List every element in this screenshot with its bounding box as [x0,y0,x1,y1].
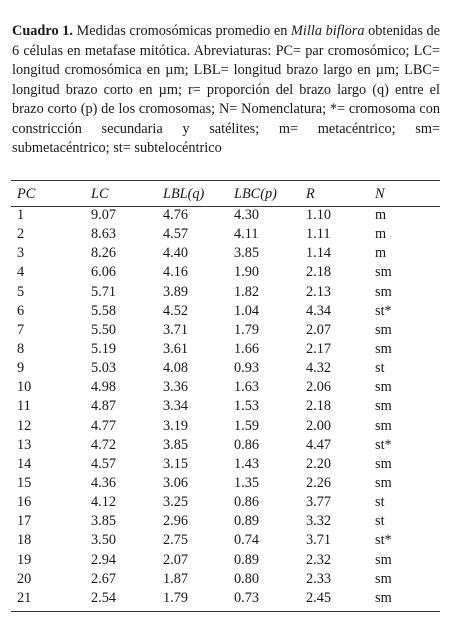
cell-r: 4.32 [306,360,332,377]
cell-lbl: 1.87 [163,570,189,587]
cell-lbc: 0.80 [234,570,260,587]
cell-lc: 6.06 [91,264,117,281]
table-row [11,244,440,263]
cell-lbl: 4.52 [163,302,189,319]
cell-lbc: 0.86 [234,494,260,511]
cell-lbc: 1.82 [234,283,260,300]
header-r: R [306,185,315,202]
cell-r: 4.47 [306,436,332,453]
cell-pc: 14 [17,455,32,472]
cell-lc: 5.58 [91,302,117,319]
cell-lbc: 1.66 [234,341,260,358]
cell-pc: 8 [17,341,25,358]
cell-lbl: 4.16 [163,264,189,281]
cell-n: st* [375,436,392,453]
table-row [11,531,440,550]
cell-lbc: 0.89 [234,551,260,568]
table-body [11,206,440,608]
cell-lc: 4.98 [91,379,117,396]
table-row [11,455,440,474]
cell-pc: 12 [17,417,32,434]
header-n: N [375,185,385,202]
cell-n: st [375,360,385,377]
table-row [11,474,440,493]
cell-pc: 4 [17,264,25,281]
cell-n: sm [375,321,392,338]
cell-r: 2.20 [306,455,332,472]
table-row [11,512,440,531]
table-caption [12,22,440,159]
cell-r: 2.13 [306,283,332,300]
cell-n: sm [375,589,392,606]
header-lbl: LBL(q) [163,185,205,202]
table-row [11,436,440,455]
header-lbc: LBC(p) [234,185,277,202]
table-row [11,397,440,416]
cell-r: 2.33 [306,570,332,587]
cell-r: 2.06 [306,379,332,396]
cell-r: 2.18 [306,398,332,415]
cell-pc: 16 [17,494,32,511]
cell-r: 2.32 [306,551,332,568]
cell-lc: 4.72 [91,436,117,453]
cell-pc: 1 [17,207,25,224]
header-lc: LC [91,185,109,202]
cell-lc: 5.03 [91,360,117,377]
cell-lbc: 1.90 [234,264,260,281]
cell-lc: 8.26 [91,245,117,262]
cell-lbl: 3.71 [163,321,189,338]
cell-lbl: 2.96 [163,513,189,530]
cell-n: st* [375,532,392,549]
caption-text-start: Medidas cromosómicas promedio en [76,23,292,40]
cell-r: 1.11 [306,226,331,243]
species-name: Milla biflora [291,23,365,40]
table-row [11,570,440,589]
cell-lbc: 0.74 [234,532,260,549]
cell-lbl: 1.79 [163,589,189,606]
cell-n: st [375,513,385,530]
cell-lc: 5.50 [91,321,117,338]
table-row [11,378,440,397]
cell-lbl: 3.89 [163,283,189,300]
cell-lc: 4.12 [91,494,117,511]
cell-lbl: 3.34 [163,398,189,415]
cell-lbc: 4.30 [234,207,260,224]
cell-pc: 17 [17,513,32,530]
cell-pc: 3 [17,245,25,262]
cell-lbc: 0.89 [234,513,260,530]
cell-n: sm [375,283,392,300]
cell-lbc: 4.11 [234,226,259,243]
cell-lc: 4.57 [91,455,117,472]
cell-lbl: 4.57 [163,226,189,243]
cell-lbl: 3.85 [163,436,189,453]
cell-n: m [375,226,387,243]
caption-text-end: obtenidas de 6 células en metafase mitótica. Abreviaturas: PC= par cromosómico; LC= longitud cromosómica en µm; LBL= longitud brazo largo en µm; LBC= longitud brazo corto en µm; r= proporción del brazo largo (q) entre el brazo corto (p) de los cromosomas; N= Nomenclatura; *= cromosoma con constricción secundaria y satélites; m= metacéntrico; sm= submetacéntrico; st= subtelocéntrico [12,23,440,157]
cell-pc: 7 [17,321,25,338]
cell-r: 3.71 [306,532,332,549]
cell-n: sm [375,379,392,396]
cell-pc: 9 [17,360,25,377]
cell-n: sm [375,264,392,281]
cell-r: 2.17 [306,341,332,358]
table-bottom-rule [11,611,440,612]
cell-pc: 18 [17,532,32,549]
cell-pc: 10 [17,379,32,396]
cell-lbl: 3.15 [163,455,189,472]
cell-lbc: 0.73 [234,589,260,606]
cell-n: sm [375,551,392,568]
cell-pc: 6 [17,302,25,319]
cell-r: 2.26 [306,475,332,492]
cell-lc: 2.54 [91,589,117,606]
cell-lbl: 3.61 [163,341,189,358]
cell-lbl: 2.07 [163,551,189,568]
cell-lbl: 3.06 [163,475,189,492]
cell-lc: 4.36 [91,475,117,492]
cell-lc: 9.07 [91,207,117,224]
cell-r: 2.45 [306,589,332,606]
cell-n: sm [375,455,392,472]
cell-lbl: 4.08 [163,360,189,377]
cell-lbc: 1.59 [234,417,260,434]
cell-n: sm [375,417,392,434]
cell-lbc: 1.04 [234,302,260,319]
cell-lc: 2.94 [91,551,117,568]
cell-lc: 4.87 [91,398,117,415]
cell-n: m [375,245,387,262]
cell-n: m [375,207,387,224]
cell-n: st* [375,302,392,319]
cell-pc: 2 [17,226,25,243]
cell-lbc: 1.63 [234,379,260,396]
table-row [11,302,440,321]
cell-lc: 3.50 [91,532,117,549]
table-row [11,340,440,359]
cell-n: st [375,494,385,511]
cell-pc: 20 [17,570,32,587]
cell-r: 3.77 [306,494,332,511]
cell-n: sm [375,570,392,587]
cell-lc: 3.85 [91,513,117,530]
cell-pc: 21 [17,589,32,606]
cell-lc: 5.71 [91,283,117,300]
cell-pc: 11 [17,398,31,415]
cell-lbc: 3.85 [234,245,260,262]
cell-r: 2.18 [306,264,332,281]
table-row [11,417,440,436]
cell-lbc: 1.35 [234,475,260,492]
chromosome-table [11,182,440,608]
cell-r: 3.32 [306,513,332,530]
header-pc: PC [17,185,36,202]
table-row [11,321,440,340]
cell-lbc: 0.86 [234,436,260,453]
cell-pc: 15 [17,475,32,492]
cell-lbc: 1.53 [234,398,260,415]
table-row [11,359,440,378]
table-row [11,225,440,244]
table-row [11,551,440,570]
caption-label: Cuadro 1. [12,23,73,40]
cell-pc: 19 [17,551,32,568]
cell-lbl: 4.76 [163,207,189,224]
cell-lc: 8.63 [91,226,117,243]
cell-r: 4.34 [306,302,332,319]
cell-lbl: 3.36 [163,379,189,396]
cell-n: sm [375,475,392,492]
cell-lbc: 1.43 [234,455,260,472]
table-row [11,283,440,302]
table-row [11,263,440,282]
cell-n: sm [375,398,392,415]
cell-lc: 4.77 [91,417,117,434]
table-row [11,493,440,512]
cell-r: 1.14 [306,245,332,262]
cell-lbl: 3.19 [163,417,189,434]
cell-n: sm [375,341,392,358]
cell-lbl: 3.25 [163,494,189,511]
table-row [11,589,440,608]
table-top-rule [11,180,440,181]
table-header-row [11,182,440,206]
cell-pc: 13 [17,436,32,453]
cell-r: 1.10 [306,207,332,224]
cell-r: 2.00 [306,417,332,434]
cell-lbl: 4.40 [163,245,189,262]
cell-lc: 2.67 [91,570,117,587]
table-row [11,206,440,225]
cell-lbl: 2.75 [163,532,189,549]
cell-r: 2.07 [306,321,332,338]
cell-pc: 5 [17,283,25,300]
cell-lc: 5.19 [91,341,117,358]
cell-lbc: 1.79 [234,321,260,338]
cell-lbc: 0.93 [234,360,260,377]
